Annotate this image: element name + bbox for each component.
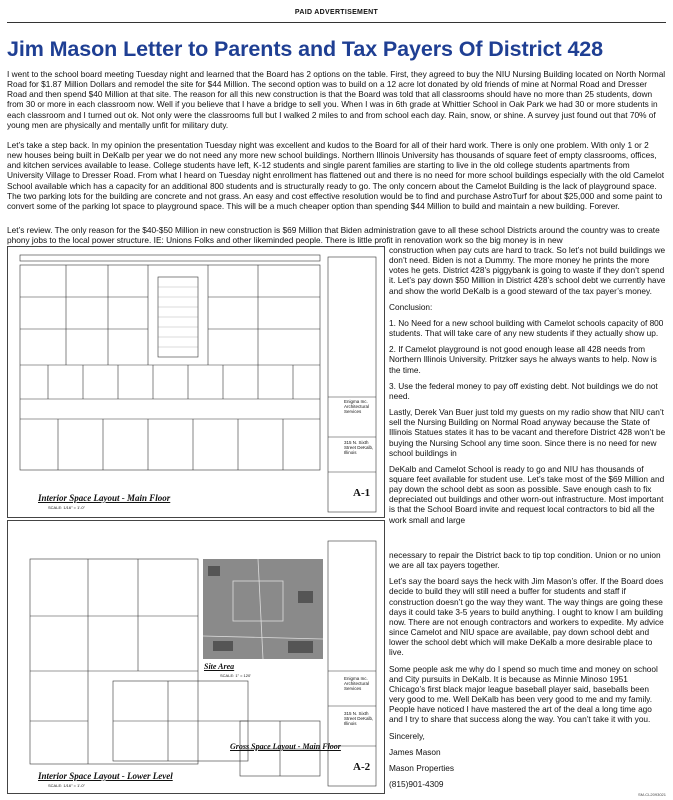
titleblock-firm-a1: Enigma Inc. Architectural Services (344, 399, 370, 414)
gross-space-caption: Gross Space Layout - Main Floor (230, 742, 341, 751)
titleblock-firm-a2: Enigma Inc. Architectural Services (344, 676, 370, 691)
titleblock-address-a1: 315 N. Sixth Street DeKalb, Illinois (344, 440, 374, 455)
right-column-bottom (389, 550, 666, 795)
rc-point-1: 1. No Need for a new school building with Camelot schools capacity of 800 students. That will take care of any new students if they actually show up. (389, 317, 664, 339)
lower-level-caption: Interior Space Layout - Lower Level (38, 771, 173, 781)
rc-phone: (815)901-4309 (389, 778, 444, 789)
main-floor-plan (7, 246, 385, 518)
rc-sincerely: Sincerely, (389, 730, 425, 741)
lower-level-drawing (8, 521, 384, 793)
main-floor-scale: SCALE: 1/16" = 1'-0" (48, 505, 86, 510)
paragraph-1: I went to the school board meeting Tuesday night and learned that the Board has 2 options on the table. First, they agreed to buy the NIU Nursing Building located on North Normal Road for $1.87 Million Dollars and remodel the site for $44 Million. The second option was to build on a 12 acre lot donated by old friends of mine at Normal Road and Dresser Road and then spend $40 Million at that site. The reason for all this new construction is that the Board was told that all classrooms should have no more than 25 students, down from 30 or more in each classroom now. Well if you believe that I have a bridge to sell you. When I was in 6th grade at Whittier School in Oak Park we had 30 or more students in each classroom and I turned out ok. Not only were the classrooms full but I walked 2 miles to and from school each day. Rain, snow, or shine. A survey just found out that 70% of young men are physically and mentally unfit for military duty. (7, 69, 666, 130)
rc-lastly: Lastly, Derek Van Buer just told my guests on my radio show that NIU can’t sell the Nursing Building on Normal Road anyway because the State of Illinois Statues states it has to be vacant and therefore District 428 won’t be buying the Nursing School any time soon. Since there is no need for new school buildings in (389, 407, 666, 458)
footer-code: SM-CL2093021 (637, 792, 666, 797)
right-column-top (389, 245, 666, 531)
site-area-caption: Site Area (204, 662, 235, 671)
main-floor-caption: Interior Space Layout - Main Floor (38, 493, 171, 503)
site-scale: SCALE: 1" = 120' (220, 673, 251, 678)
lower-level-plan (7, 520, 385, 794)
rc-company: Mason Properties (389, 762, 455, 773)
sheet-number-a2: A-2 (353, 761, 371, 773)
titleblock-address-a2: 315 N. Sixth Street DeKalb, Illinois (344, 711, 374, 726)
rc-why: Some people ask me why do I spend so much time and money on school and City pursuits in DeKalb. It is because as Minnie Minoso 1951 Chicago’s first black major league baseball player said, baseballs been very good to me. Well DeKalb has been very good to me and my family. People have noticed I have mastered the art of the deal a long time ago and I try to share that success along the way. You can’t take it with you. (389, 663, 658, 725)
rc-name: James Mason (389, 746, 441, 757)
rc-board: Let’s say the board says the heck with Jim Mason’s offer. If the Board does decide to build they will still need a buffer for students and staff if construction doesn’t go the way they want. The way things are going these days it could take 3-5 years to build anything. I ought to know I am building now. There are not enough contractors and workers to expedite. My advice since Camelot and NIU space are available, pay down school debt and lower the school debt which will make DeKalb a more desirable place to live. (389, 576, 664, 658)
sheet-number-a1: A-1 (353, 487, 371, 499)
header-rule (7, 22, 666, 23)
paragraph-2: Let’s take a step back. In my opinion the presentation Tuesday night was excellent and kudos to the Board for all of their hard work. There is only one problem. With only 1 or 2 new houses being built in DeKalb per year we do not need any more new school buildings. Northern Illinois University has thousands of square feet of empty classrooms, offices, and kitchen services available to lease. College students have left, K-12 students and single parent families are starting to live in the old college students apartments from University Village to Dresser Road. From what I heard on Tuesday night enrollment has flattened out and there is no need for more school buildings especially with the old Camelot School available which has a capacity for an additional 800 students and is structurally ready to go. The only concern about the Camelot Building is the lack of playground space. The two parking lots for the building are concrete and not grass. An easy and cost effective resolution would be to find and purchase AstroTurf for about $25,000 and some paint to convert some of the parking lot space to playground space. This will be a much cheaper option than spending $44 Million to build and maintain a new building. Forever. (7, 140, 665, 211)
rc-dekalb: DeKalb and Camelot School is ready to go and NIU has thousands of square feet available for student use. Let’s take most of the $69 Million and pay down the school debt as soon as possible. Save enough cash to fix depreciated out buildings and other worn-out infrastructure. Most important is that the School Board invite and request local contractors to bid all the work small and large (389, 463, 665, 525)
rc-conclusion: Conclusion: (389, 301, 433, 312)
rc-point-2: 2. If Camelot playground is not good enough lease all 428 needs from Northern Illinois University. Pritzker says he always wants to help. Now is the time. (389, 344, 657, 375)
paragraph-3: Let’s review. The only reason for the $40-$50 Million in new construction is $69 Million that Biden administration gave to all these school Districts around the country was to create phony jobs to the local power structure. IE: Unions Folks and other likeminded people. There is little profit in renovation work so the big money is in new (7, 225, 660, 246)
rc-para-1: construction when pay cuts are hard to track. So let’s not build buildings we don’t need. Biden is not a Dummy. The more money he prints the more votes he gets. District 428’s piggybank is going to waste if they don’t spend it. Let’s pay down $50 Million in District 428’s school debt we currently have and show the world DeKalb is a good steward of the tax payer’s money. (389, 245, 666, 296)
letter-title: Jim Mason Letter to Parents and Tax Payers Of District 428 (7, 37, 604, 61)
lower-level-scale: SCALE: 1/16" = 1'-0" (48, 783, 86, 788)
paid-advertisement-label: PAID ADVERTISEMENT (294, 9, 379, 16)
main-floor-drawing (8, 247, 384, 517)
rc-repair: necessary to repair the District back to tip top condition. Union or no union we are all tax payers together. (389, 550, 661, 571)
rc-point-3: 3. Use the federal money to pay off existing debt. Not buildings we do not need. (389, 380, 658, 401)
